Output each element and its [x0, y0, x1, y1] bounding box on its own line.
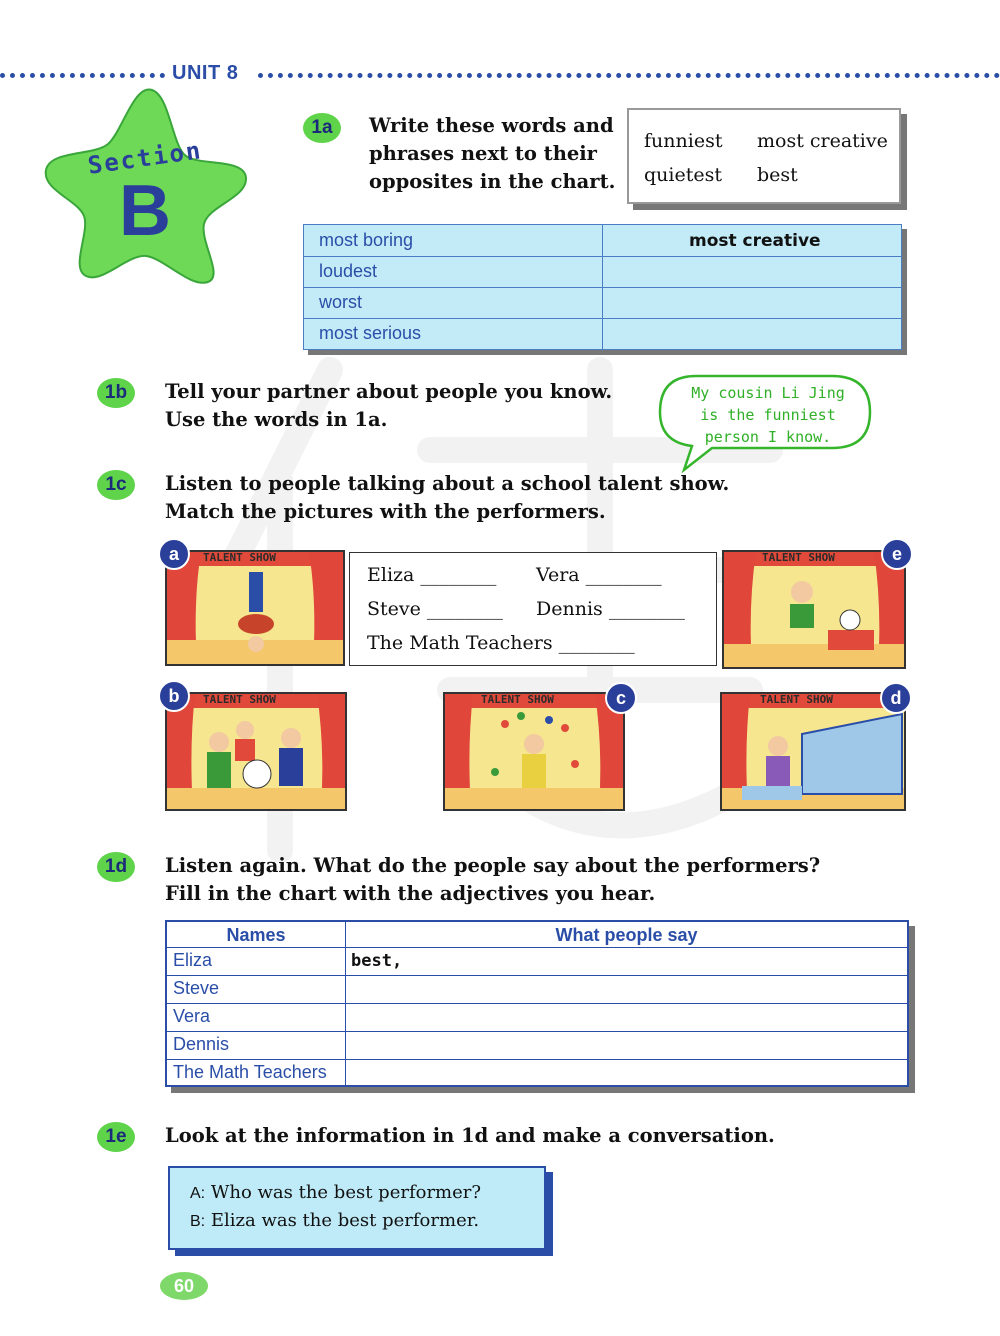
- badge-1c: 1c: [97, 470, 135, 500]
- badge-1e: 1e: [97, 1122, 135, 1152]
- unit-label: UNIT 8: [172, 62, 239, 84]
- picture-caption: TALENT SHOW: [203, 693, 276, 706]
- conversation-line: [190, 1210, 479, 1231]
- word-option: most creative: [757, 130, 888, 152]
- bubble-line: is the funniest: [700, 406, 836, 424]
- badge-1d: 1d: [97, 852, 135, 882]
- table-cell-right: most creative: [689, 231, 821, 251]
- instruction-line: opposites in the chart.: [369, 170, 616, 193]
- row-name: The Math Teachers: [173, 1062, 327, 1082]
- conversation-text: Eliza was the best performer.: [210, 1210, 480, 1231]
- picture-b: [165, 692, 347, 811]
- word-box: [627, 108, 901, 204]
- row-name: Steve: [173, 978, 220, 998]
- performers-table: [165, 920, 909, 1087]
- match-item[interactable]: Eliza ________: [367, 564, 497, 586]
- picture-a: [165, 550, 345, 666]
- table-row: [167, 1004, 907, 1032]
- picture-caption: TALENT SHOW: [762, 551, 835, 564]
- column-header-names: Names: [226, 925, 286, 945]
- picture-letter-e: e: [881, 538, 913, 570]
- opposites-table: [303, 224, 902, 350]
- instruction-1b: [165, 378, 645, 434]
- word-option: funniest: [644, 130, 723, 152]
- picture-letter-a: a: [158, 538, 190, 570]
- table-row: [167, 1032, 907, 1060]
- bubble-line: person I know.: [704, 428, 832, 446]
- instruction-line: Listen again. What do the people say about the performers?: [165, 854, 821, 877]
- header-dots-left: [0, 73, 165, 78]
- word-option: best: [757, 164, 798, 186]
- table-row: [167, 948, 907, 976]
- row-name: Dennis: [173, 1034, 230, 1054]
- picture-caption: TALENT SHOW: [760, 693, 833, 706]
- speech-bubble-text: [670, 382, 866, 448]
- instruction-1a: [369, 112, 619, 196]
- table-cell-left: worst: [319, 292, 363, 312]
- row-say[interactable]: best,: [351, 951, 403, 971]
- match-item[interactable]: The Math Teachers ________: [367, 632, 635, 654]
- word-option: quietest: [644, 164, 722, 186]
- row-name: Eliza: [173, 950, 213, 970]
- conversation-line: [190, 1182, 481, 1203]
- match-box: [349, 552, 717, 666]
- badge-1a: 1a: [303, 113, 341, 143]
- instruction-line: Tell your partner about people you know.: [165, 380, 613, 403]
- table-cell-left: most boring: [319, 230, 414, 250]
- conversation-text: Who was the best performer?: [210, 1182, 482, 1203]
- instruction-1d: [165, 852, 885, 908]
- table-row: [167, 976, 907, 1004]
- instruction-line: Fill in the chart with the adjectives you hear.: [165, 882, 656, 905]
- badge-1b: 1b: [97, 378, 135, 408]
- bubble-line: My cousin Li Jing: [691, 384, 845, 402]
- instruction-line: Listen to people talking about a school talent show.: [165, 472, 730, 495]
- table-divider: [602, 225, 603, 349]
- section-letter: B: [119, 171, 171, 251]
- instruction-1e: Look at the information in 1d and make a conversation.: [165, 1124, 775, 1147]
- speaker-label: B:: [190, 1213, 206, 1230]
- page-number: 60: [160, 1272, 208, 1300]
- instruction-line: Write these words and: [369, 114, 614, 137]
- match-item[interactable]: Vera ________: [536, 564, 662, 586]
- match-item[interactable]: Steve ________: [367, 598, 503, 620]
- table-divider: [345, 922, 346, 1085]
- instruction-line: Use the words in 1a.: [165, 408, 388, 431]
- speaker-label: A:: [190, 1185, 206, 1202]
- picture-letter-d: d: [880, 682, 912, 714]
- picture-d: [720, 692, 906, 811]
- instruction-1c: [165, 470, 785, 526]
- section-b-star: [40, 86, 250, 286]
- instruction-line: phrases next to their: [369, 142, 597, 165]
- conversation-box: [168, 1166, 546, 1250]
- picture-letter-c: c: [605, 682, 637, 714]
- row-name: Vera: [173, 1006, 211, 1026]
- instruction-line: Match the pictures with the performers.: [165, 500, 606, 523]
- table-cell-left: loudest: [319, 261, 378, 281]
- header-dots-right: [258, 73, 1000, 78]
- section-word: Section: [86, 136, 204, 180]
- table-cell-left: most serious: [319, 323, 422, 343]
- picture-e: [722, 550, 906, 669]
- match-item[interactable]: Dennis ________: [536, 598, 685, 620]
- picture-c: [443, 692, 625, 811]
- column-header-say: What people say: [555, 925, 698, 945]
- picture-caption: TALENT SHOW: [481, 693, 554, 706]
- picture-caption: TALENT SHOW: [203, 551, 276, 564]
- picture-letter-b: b: [158, 680, 190, 712]
